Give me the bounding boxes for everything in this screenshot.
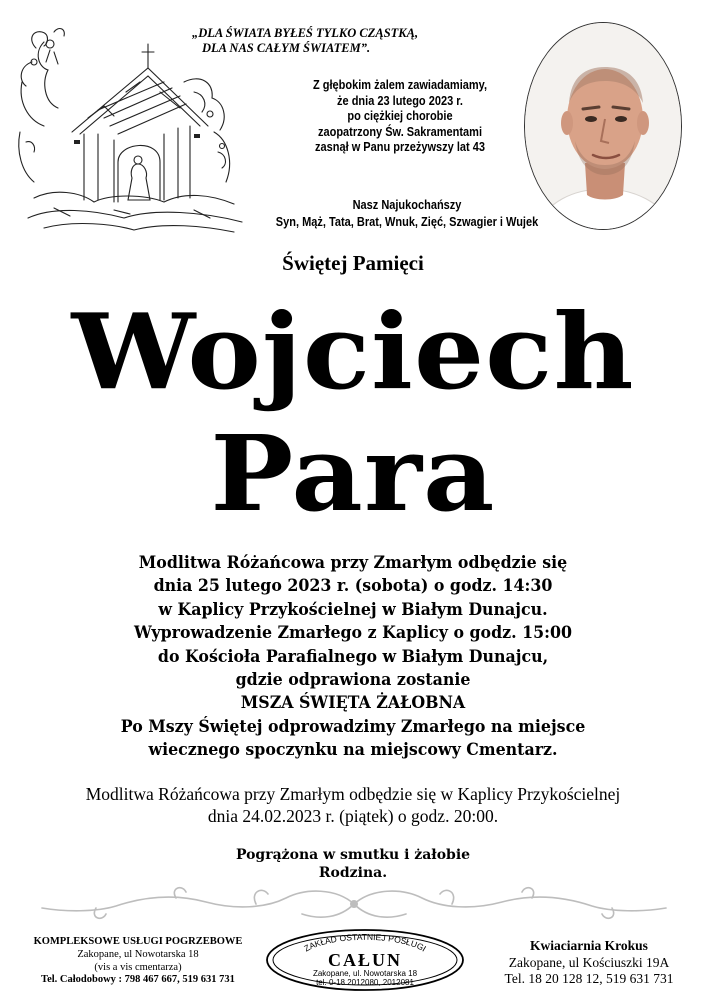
company-phone: Tel. Całodobowy : 798 467 667, 519 631 731 xyxy=(41,974,235,986)
rosary-note xyxy=(10,784,696,827)
flower-shop xyxy=(476,938,702,988)
company-note: (vis a vis cmentarza) xyxy=(94,961,182,973)
mourning-line-2: Rodzina. xyxy=(318,865,388,881)
ceremony-line: dnia 25 lutego 2023 r. (sobota) o godz. 14:30 xyxy=(153,576,553,597)
flower-shop-title: Kwiaciarnia Krokus xyxy=(530,938,648,953)
memory-label: Świętej Pamięci xyxy=(282,251,424,275)
stamp-phone: tel. 0-18 2012080, 2012081 xyxy=(316,978,414,987)
epitaph-quote xyxy=(192,26,492,56)
announcement-line: że dnia 23 lutego 2023 r. xyxy=(337,93,463,108)
company-title: KOMPLEKSOWE USŁUGI POGRZEBOWE xyxy=(33,936,243,947)
floral-ornament-icon xyxy=(36,884,672,924)
ceremony-line: Wyprowadzenie Zmarłego z Kaplicy o godz. 15:00 xyxy=(133,623,573,644)
ceremony-line: do Kościoła Parafialnego w Białym Dunajcu, xyxy=(157,646,549,667)
mourning-line-1: Pogrążona w smutku i żałobie xyxy=(235,847,471,863)
portrait-photo xyxy=(524,22,682,230)
rosary-line-2: dnia 24.02.2023 r. (piątek) o godz. 20:00. xyxy=(207,805,499,826)
quote-line-1: „DLA ŚWIATA BYŁEŚ TYLKO CZĄSTKĄ, xyxy=(192,26,419,40)
flower-shop-phone: Tel. 18 20 128 12, 519 631 731 xyxy=(504,971,674,986)
stamp-name: CAŁUN xyxy=(327,950,403,970)
deceased-last-name: Para xyxy=(210,412,496,535)
ceremony-line: w Kaplicy Przykościelnej w Białym Dunajcu. xyxy=(158,599,548,620)
mourning-signature xyxy=(0,846,706,882)
ceremony-line: MSZA ŚWIĘTA ŻAŁOBNA xyxy=(240,693,466,714)
ceremony-line: Modlitwa Różańcowa przy Zmarłym odbędzie się xyxy=(138,553,568,573)
stamp-arc-text: ZAKŁAD OSTATNIEJ POSŁUGI xyxy=(302,931,428,954)
announcement-line: zaopatrzony Św. Sakramentami xyxy=(317,124,483,139)
quote-line-2: DLA NAS CAŁYM ŚWIATEM”. xyxy=(202,41,371,55)
stamp-address: Zakopane, ul. Nowotarska 18 xyxy=(312,969,418,978)
announcement-line: po ciężkiej chorobie xyxy=(347,109,453,123)
announcement-line: zasnął w Panu przeżywszy lat 43 xyxy=(315,140,485,154)
ceremony-line: wiecznego spoczynku na miejscowy Cmentarz. xyxy=(148,740,558,761)
ceremony-details xyxy=(62,552,644,763)
ceremony-line: gdzie odprawiona zostanie xyxy=(235,670,471,691)
company-address: Zakopane, ul Nowotarska 18 xyxy=(77,948,199,960)
family-relation xyxy=(244,197,570,231)
family-line-2: Syn, Mąż, Tata, Brat, Wnuk, Zięć, Szwagier i Wujek xyxy=(275,215,539,229)
death-announcement xyxy=(286,78,515,156)
family-line-1: Nasz Najukochańszy xyxy=(352,198,462,212)
announcement-line: Z głębokim żalem zawiadamiamy, xyxy=(312,78,488,92)
ceremony-line: Po Mszy Świętej odprowadzimy Zmarłego na miejsce xyxy=(120,716,586,737)
rosary-line-1: Modlitwa Różańcowa przy Zmarłym odbędzie się w Kaplicy Przykościelnej xyxy=(85,784,621,804)
calun-stamp-logo xyxy=(264,928,466,992)
deceased-first-name: Wojciech xyxy=(71,290,635,413)
flower-shop-address: Zakopane, ul Kościuszki 19A xyxy=(508,954,670,970)
funeral-services-company xyxy=(16,936,260,987)
